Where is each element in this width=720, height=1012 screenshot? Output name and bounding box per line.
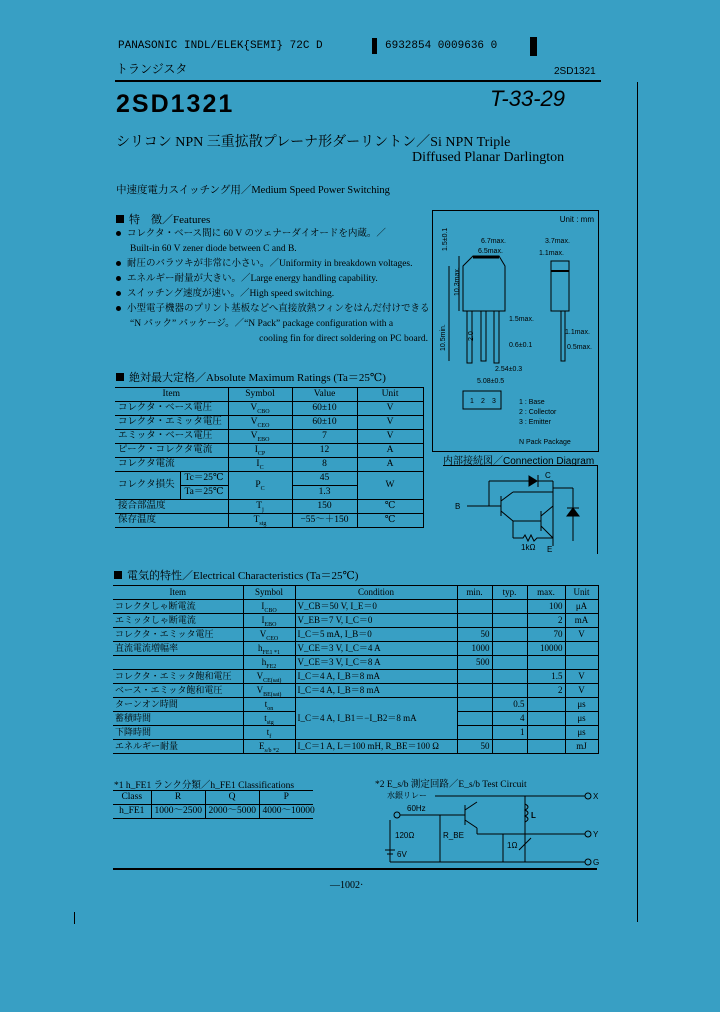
table-row: [113, 614, 598, 628]
pin-label: 2: [481, 398, 485, 405]
feature-item: 小型電子機器のプリント基板などへ直接放熱フィンをはんだ付けできる: [116, 302, 428, 317]
package-name: N Pack Package: [519, 439, 571, 446]
cell-item: エミッタしゃ断電流: [113, 614, 243, 628]
table-row: [113, 600, 598, 614]
cell-min: [457, 600, 492, 614]
connection-diagram: [443, 465, 598, 554]
table-row: [113, 698, 598, 712]
dim-label: 6.7max.: [481, 238, 506, 245]
table-row: [113, 628, 598, 642]
handwritten-code: T-33-29: [490, 86, 566, 111]
cell-cond: V_CE＝3 V, I_C＝4 A: [295, 642, 457, 656]
cell-max: 2: [527, 614, 565, 628]
cell-typ: [492, 656, 527, 670]
feature-item: コレクタ・ベース間に 60 V のツェナーダイオードを内蔵。／: [116, 227, 428, 242]
base-label: B: [455, 502, 461, 511]
r1-label: 120Ω: [395, 831, 415, 840]
cell-sym: $h_{FE2}$: [243, 656, 295, 670]
feature-item-en: cooling fin for direct soldering on PC board.: [259, 334, 428, 344]
elec-heading: 電気的特性／Electrical Characteristics (Ta＝25℃): [114, 567, 358, 583]
cell-min: 500: [457, 656, 492, 670]
feature-item-en: Built-in 60 V zener diode between C and B.: [130, 244, 297, 254]
pin-label: 1: [470, 398, 474, 405]
feature-item: 耐圧のバラツキが非常に小さい。／Uniformity in breakdown voltages.: [116, 257, 428, 272]
inductor-label: L: [531, 811, 536, 820]
feature-item: スイッチング速度が速い。／High speed switching.: [116, 287, 428, 302]
dim-label: 6.5max.: [478, 248, 503, 255]
table-row: コレクタ損失 Tc＝25℃ $P_C$ 45 W: [115, 472, 423, 486]
page-edge-rule: [637, 82, 638, 922]
cell-min: [457, 698, 492, 712]
dim-label: 5.08±0.5: [477, 378, 505, 385]
cell-unit: mA: [565, 614, 598, 628]
cell-max: [527, 726, 565, 740]
cell-item: 下降時間: [113, 726, 243, 740]
dim-label: 1.1max.: [539, 250, 564, 257]
cell-sym: $t_{stg}$: [243, 712, 295, 726]
abs-max-heading: 絶対最大定格／Absolute Maximum Ratings (Ta＝25℃): [116, 369, 386, 385]
terminal-y: Y: [593, 830, 599, 839]
test-circuit-heading: *2 E_s/b 測定回路／E_s/b Test Circuit: [375, 780, 527, 790]
cell-min: [457, 712, 492, 726]
collector-label: C: [545, 471, 551, 480]
table-row: コレクタ・エミッタ電圧 $V_{CEO}$ 60±10 V: [115, 416, 423, 430]
feature-item: エネルギー耐量が大きい。／Large energy handling capability.: [116, 272, 428, 287]
cell-max: [527, 656, 565, 670]
cell-item: 直流電流増幅率: [113, 642, 243, 656]
table-row: [113, 656, 598, 670]
scan-mark: [74, 912, 75, 924]
cell-unit: μs: [565, 712, 598, 726]
table-row: [113, 684, 598, 698]
cell-typ: 1: [492, 726, 527, 740]
cell-max: 2: [527, 684, 565, 698]
dim-label: 1.1max.: [565, 329, 590, 336]
cell-sym: $V_{CE(sat)}$: [243, 670, 295, 684]
cell-cond: V_CE＝3 V, I_C＝8 A: [295, 656, 457, 670]
cell-unit: V: [565, 628, 598, 642]
cell-max: 10000: [527, 642, 565, 656]
cell-max: 100: [527, 600, 565, 614]
cell-sym: $V_{BE(sat)}$: [243, 684, 295, 698]
cell-max: 1.5: [527, 670, 565, 684]
scan-header-left: PANASONIC INDL/ELEK{SEMI} 72C D: [118, 40, 323, 52]
terminal-g: G: [593, 858, 600, 866]
cell-typ: 4: [492, 712, 527, 726]
table-row: コレクタ電流 $I_C$ 8 A: [115, 458, 423, 472]
resistor-label: 1kΩ: [521, 543, 536, 552]
cell-item: 蓄積時間: [113, 712, 243, 726]
dim-label: 2.0: [468, 331, 475, 341]
cell-unit: [565, 642, 598, 656]
cell-min: [457, 726, 492, 740]
cell-min: 50: [457, 628, 492, 642]
feature-item-en: “N パック” パッケージ。／“N Pack” package configuration with a: [130, 319, 394, 329]
package-drawing: [432, 210, 599, 452]
dim-label: 1.5max.: [509, 316, 534, 323]
cell-cond: I_C＝1 A, L＝100 mH, R_BE＝100 Ω: [295, 740, 457, 754]
table-row: [113, 740, 598, 754]
cell-typ: [492, 600, 527, 614]
cell-cond: I_C＝4 A, I_B＝8 mA: [295, 670, 457, 684]
cell-max: [527, 712, 565, 726]
unit-label: Unit : mm: [559, 215, 594, 224]
cell-sym: $t_{on}$: [243, 698, 295, 712]
cell-sym: $I_{EBO}$: [243, 614, 295, 628]
emitter-label: E: [547, 545, 553, 554]
cell-min: [457, 684, 492, 698]
dim-label: 1.5±0.1: [442, 227, 449, 251]
part-title: 2SD1321: [116, 90, 235, 118]
table-row: Ta＝25℃ 1.3: [115, 486, 423, 500]
part-number-corner: 2SD1321: [554, 66, 596, 77]
hfe-class-heading: *1 h_FE1 ランク分類／h_FE1 Classifications: [114, 781, 295, 791]
table-row: [113, 670, 598, 684]
cell-typ: [492, 740, 527, 754]
cell-cond: I_C＝5 mA, I_B＝0: [295, 628, 457, 642]
cell-typ: [492, 684, 527, 698]
table-row: 接合部温度 $T_j$ 150 ℃: [115, 500, 423, 514]
freq-label: 60Hz: [407, 804, 426, 813]
cell-sym: $V_{CEO}$: [243, 628, 295, 642]
pin-legend: 1 : Base: [519, 399, 545, 406]
table-row: エミッタ・ベース電圧 $V_{EBO}$ 7 V: [115, 430, 423, 444]
cell-typ: [492, 628, 527, 642]
dim-label: 10.5min.: [440, 324, 447, 351]
cell-sym: $I_{CBO}$: [243, 600, 295, 614]
table-row: [113, 642, 598, 656]
table-row: ピーク・コレクタ電流 $I_{CP}$ 12 A: [115, 444, 423, 458]
application: 中速度電力スイッチング用／Medium Speed Power Switching: [116, 185, 390, 196]
cell-typ: [492, 642, 527, 656]
hfe-class-table: Class R Q P h_FE1 1000～2500 2000～5000 4000～10000: [113, 790, 313, 819]
cell-typ: [492, 670, 527, 684]
cell-cond: I_C＝4 A, I_B＝8 mA: [295, 684, 457, 698]
features-heading: 特 徴／Features: [116, 211, 210, 227]
cell-cond: V_CB＝50 V, I_E＝0: [295, 600, 457, 614]
cell-max: [527, 740, 565, 754]
cell-unit: [565, 656, 598, 670]
cell-item: コレクタ・エミッタ飽和電圧: [113, 670, 243, 684]
cell-item: ターンオン時間: [113, 698, 243, 712]
cell-typ: [492, 614, 527, 628]
cell-unit: V: [565, 670, 598, 684]
cell-unit: μs: [565, 698, 598, 712]
subtitle-line1: シリコン NPN 三重拡散プレーナ形ダーリントン／Si NPN Triple: [116, 135, 511, 150]
scan-header-right: 6932854 0009636 0: [385, 40, 498, 52]
cell-sym: $h_{FE1 *1}$: [243, 642, 295, 656]
terminal-x: X: [593, 792, 599, 801]
cell-min: 1000: [457, 642, 492, 656]
pin-legend: 2 : Collector: [519, 409, 557, 416]
scan-mark: [372, 38, 377, 54]
connection-heading: 内部接続図／Connection Diagram: [443, 456, 595, 467]
relay-label: 水銀リレー: [387, 791, 427, 800]
abs-max-table: Item Symbol Value Unit コレクタ・ベース電圧 $V_{CBO}$ 60±10 V コレクタ・エミッタ電圧 $V_{CEO}$ 60±10 V エミッタ・ベース電圧 $V_{EBO}$ 7 V ピーク・コレクタ電流 $I_{CP}$ 12 A コレクタ電流 $I_C$ 8 A コレクタ損失 Tc＝25℃ $P_C$ 45 W Ta＝25℃ 1.3 接合部温度 $T_j$ 150 ℃ 保存温度 $T_{stg}$ −55～＋150 ℃: [115, 387, 424, 528]
battery-label: 6V: [397, 850, 407, 859]
cell-item: ベース・エミッタ飽和電圧: [113, 684, 243, 698]
cell-min: 50: [457, 740, 492, 754]
cell-sym: $E_{s/b *2}$: [243, 740, 295, 754]
dim-label: 2.54±0.3: [495, 366, 523, 373]
cell-cond: I_C＝4 A, I_B1＝−I_B2＝8 mA: [295, 698, 457, 740]
pin-legend: 3 : Emitter: [519, 419, 551, 426]
cell-unit: μs: [565, 726, 598, 740]
scan-mark: [530, 37, 537, 56]
cell-unit: mJ: [565, 740, 598, 754]
category-label: トランジスタ: [116, 62, 188, 76]
cell-typ: 0.5: [492, 698, 527, 712]
dim-label: 0.6±0.1: [509, 342, 533, 349]
cell-max: [527, 698, 565, 712]
dim-label: 3.7max.: [545, 238, 570, 245]
cell-cond: V_EB＝7 V, I_C＝0: [295, 614, 457, 628]
cell-item: コレクタしゃ断電流: [113, 600, 243, 614]
subtitle-line2: Diffused Planar Darlington: [412, 150, 565, 165]
cell-min: [457, 614, 492, 628]
table-row: コレクタ・ベース電圧 $V_{CBO}$ 60±10 V: [115, 402, 423, 416]
electrical-table: Item Symbol Condition min. typ. max. Unit コレクタしゃ断電流 $I_{CBO}$ V_CB＝50 V, I_E＝0 100 μA エミッタしゃ断電流 $I_{EBO}$ V_EB＝7 V, I_C＝0 2 mA コレクタ・エミッタ電圧 $V_{CEO}$ I_C＝5 mA, I_B＝0 50 70 V 直流電流増幅率 $h_{FE1 *1}$ V_CE＝3 V, I_C＝4 A 1000 10000 $h_{FE2}$ V_CE＝3 V, I_C＝8 A 500 コレクタ・エミッタ飽和電圧 $V_{CE(sat)}$ I_C＝4 A, I_B＝8 mA 1.5 V ベース・エミッタ飽和電圧 $V_{BE(sat)}$ I_C＝4 A, I_B＝8 mA 2 V ターンオン時間 $t_{on}$ I_C＝4 A, I_B1＝−I_B2＝8 mA 0.5 μs 蓄積時間 $t_{stg}$ 4 μs 下降時間 $t_f$ 1 μs エネルギー耐量 $E_{s/b *2}$ I_C＝1 A, L＝100 mH, R_BE＝100 Ω 50 mJ: [113, 585, 599, 754]
cell-unit: μA: [565, 600, 598, 614]
header-rule: [115, 80, 601, 82]
dim-label: 10.3max.: [454, 267, 461, 296]
cell-max: 70: [527, 628, 565, 642]
test-circuit-diagram: [385, 790, 615, 866]
cell-item: コレクタ・エミッタ電圧: [113, 628, 243, 642]
table-row: 保存温度 $T_{stg}$ −55～＋150 ℃: [115, 514, 423, 528]
cell-min: [457, 670, 492, 684]
cell-item: [113, 656, 243, 670]
page-number: —1002·: [330, 880, 364, 891]
dim-label: 0.5max.: [567, 344, 592, 351]
r2-label: 1Ω: [507, 841, 518, 850]
cell-sym: $t_f$: [243, 726, 295, 740]
cell-item: エネルギー耐量: [113, 740, 243, 754]
footer-rule: [113, 868, 597, 870]
pin-label: 3: [492, 398, 496, 405]
rbe-label: R_BE: [443, 831, 464, 840]
features-list: [116, 227, 428, 347]
cell-unit: V: [565, 684, 598, 698]
